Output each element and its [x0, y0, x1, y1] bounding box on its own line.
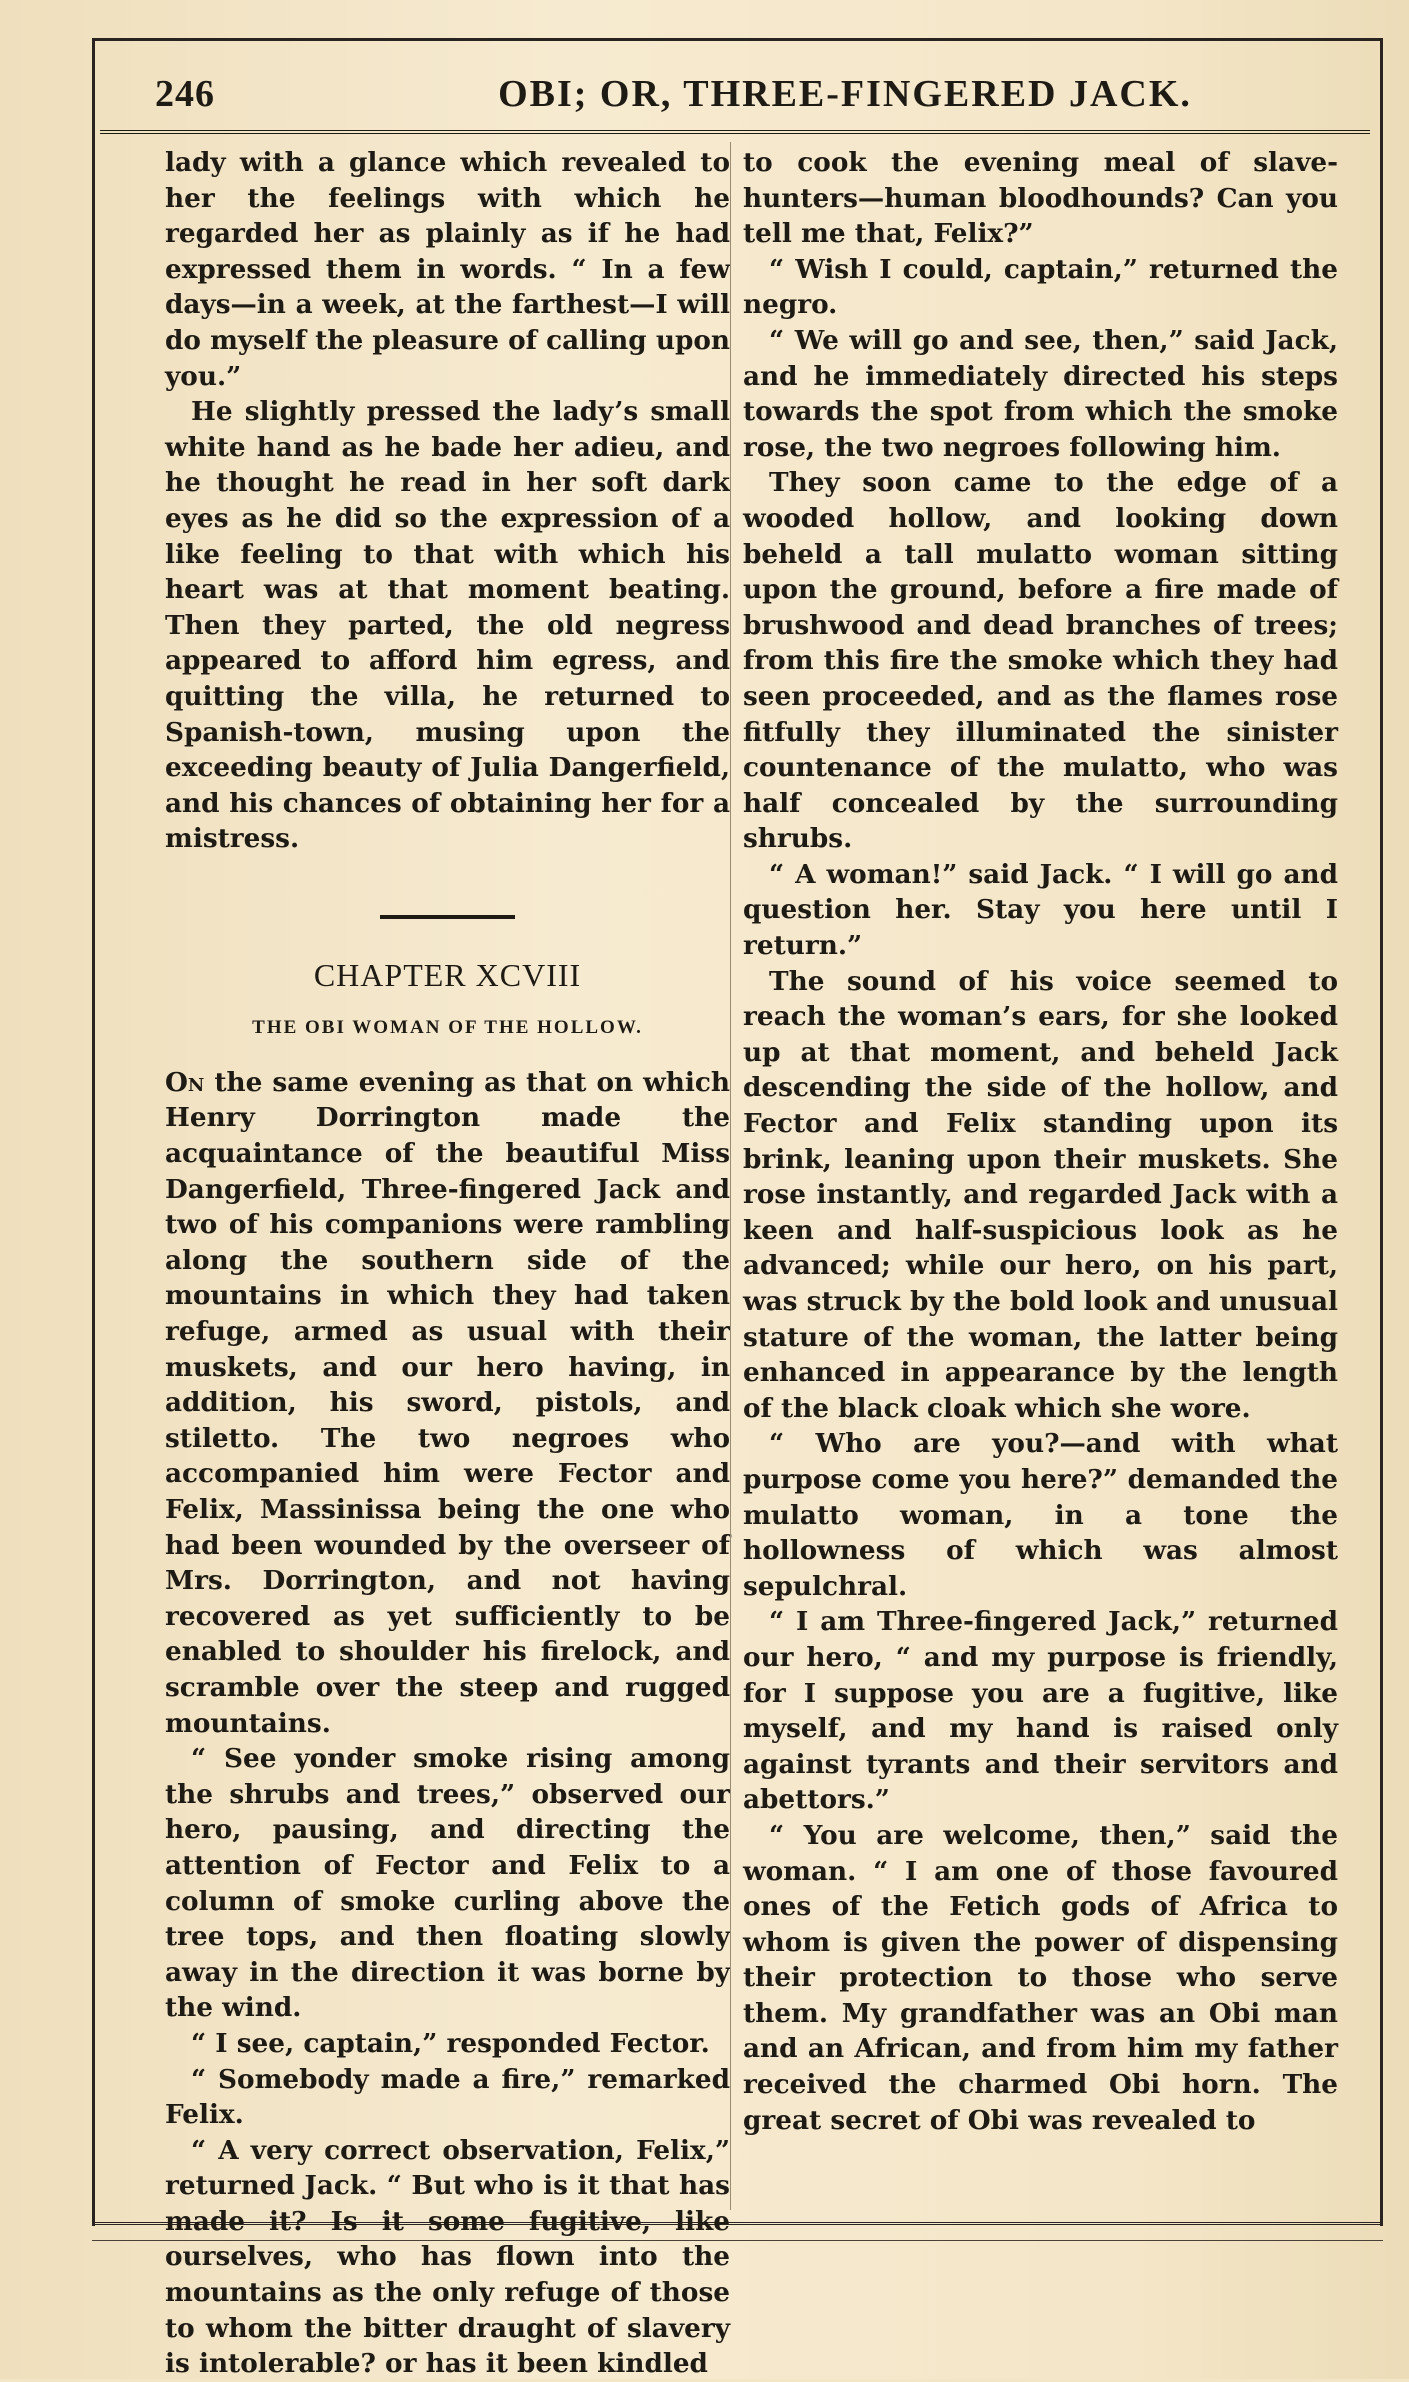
paragraph: “ We will go and see, then,” said Jack, and he immediately directed his steps towards the spot from which the smoke rose, the two negroes following him. [743, 324, 1338, 463]
page-header [155, 72, 1365, 128]
paragraph: “ Somebody made a fire,” remarked Felix. [165, 2063, 730, 2131]
paragraph: He slightly pressed the lady’s small white hand as he bade her adieu, and he thought he read in her soft dark eyes as he did so the expression of a like feeling to that with which his heart was at that moment beating. Then they parted, the old negress appeared to afford him egress, and quitting the villa, he returned to Spanish-town, musing upon the exceeding beauty of Julia Dangerfield, and his chances of obtaining her for a mistress. [165, 396, 730, 855]
paragraph: “ Who are you?—and with what purpose come you here?” demanded the mulatto woman, in a tone the hollowness of which was almost sepulchral. [743, 1428, 1338, 1602]
chapter-subtitle: THE OBI WOMAN OF THE HOLLOW. [252, 1016, 643, 1038]
paragraph: “ A woman!” said Jack. “ I will go and question her. Stay you here until I return.” [743, 858, 1338, 962]
opening-text: the same evening as that on which Henry Dorrington made the acquaintance of the beautiful Miss Dangerfield, Three-fingered Jack and two of his companions were rambling along the southern side of the mountains in which they had taken refuge, armed as usual with their muskets, and our hero having, in addition, his sword, pistols, and stiletto. The two negroes who accompanied him were Fector and Felix, Massinissa being the one who had been wounded by the overseer of Mrs. Dorrington, and not having recovered as yet sufficiently to be enabled to shoulder his firelock, and scramble over the steep and rugged mountains. [165, 1066, 730, 1739]
page-number: 246 [155, 73, 215, 115]
chapter-heading: CHAPTER XCVIII [313, 956, 582, 993]
right-column [743, 145, 1338, 2138]
paragraph: “ You are welcome, then,” said the woman. “ I am one of those favoured ones of the Fetich gods of Africa to whom is given the power of dispensing their protection to those who serve them. My grandfather was an Obi man and an African, and from him my father received the charmed Obi horn. The great secret of Obi was revealed to [743, 1819, 1338, 2136]
column-divider [730, 142, 731, 2210]
paragraph: “ See yonder smoke rising among the shrubs and trees,” observed our hero, pausing, and directing the attention of Fector and Felix to a column of smoke curling above the tree tops, and then floating slowly away in the direction it was borne by the wind. [165, 1743, 730, 2024]
paragraph: lady with a glance which revealed to her the feelings with which he regarded her as plainly as if he had expressed them in words. “ In a few days—in a week, at the farthest—I will do myself the pleasure of calling upon you.” [165, 147, 730, 392]
chapter-divider [380, 915, 515, 919]
paragraph: “ Wish I could, captain,” returned the negro. [743, 253, 1338, 321]
paragraph: They soon came to the edge of a wooded hollow, and looking down beheld a tall mulatto woman sitting upon the ground, before a fire made of brushwood and dead branches of trees; from this fire the smoke which they had seen proceeded, and as the flames rose fitfully they illuminated the sinister countenance of the mulatto, who was half concealed by the surrounding shrubs. [743, 467, 1338, 855]
paragraph: “ A very correct observation, Felix,” returned Jack. “ But who is it that has made it? Is it some fugitive, like ourselves, who has flown into the mountains as the only refuge of those to whom the bitter draught of slavery is intolerable? or has it been kindled [165, 2134, 730, 2380]
left-column [165, 145, 730, 2382]
paragraph: “ I see, captain,” responded Fector. [191, 2027, 710, 2059]
chapter-opening-paragraph [165, 1065, 730, 1741]
paragraph: “ I am Three-fingered Jack,” returned our hero, “ and my purpose is friendly, for I suppose you are a fugitive, like myself, and my hand is raised only against tyrants and their servitors and abettors.” [743, 1606, 1338, 1816]
paragraph: The sound of his voice seemed to reach the woman’s ears, for she looked up at that moment, and beheld Jack descending the side of the hollow, and Fector and Felix standing upon its brink, leaning upon their muskets. She rose instantly, and regarded Jack with a keen and half-suspicious look as he advanced; while our hero, on his part, was struck by the bold look and unusual stature of the woman, the latter being enhanced in appearance by the length of the black cloak which she wore. [743, 965, 1338, 1424]
running-title: OBI; OR, THREE-FINGERED JACK. [498, 73, 1192, 115]
header-rule [100, 130, 1370, 134]
opening-word: On [165, 1066, 205, 1098]
paragraph: to cook the evening meal of slave-hunters—human bloodhounds? Can you tell me that, Felix?” [743, 147, 1338, 250]
